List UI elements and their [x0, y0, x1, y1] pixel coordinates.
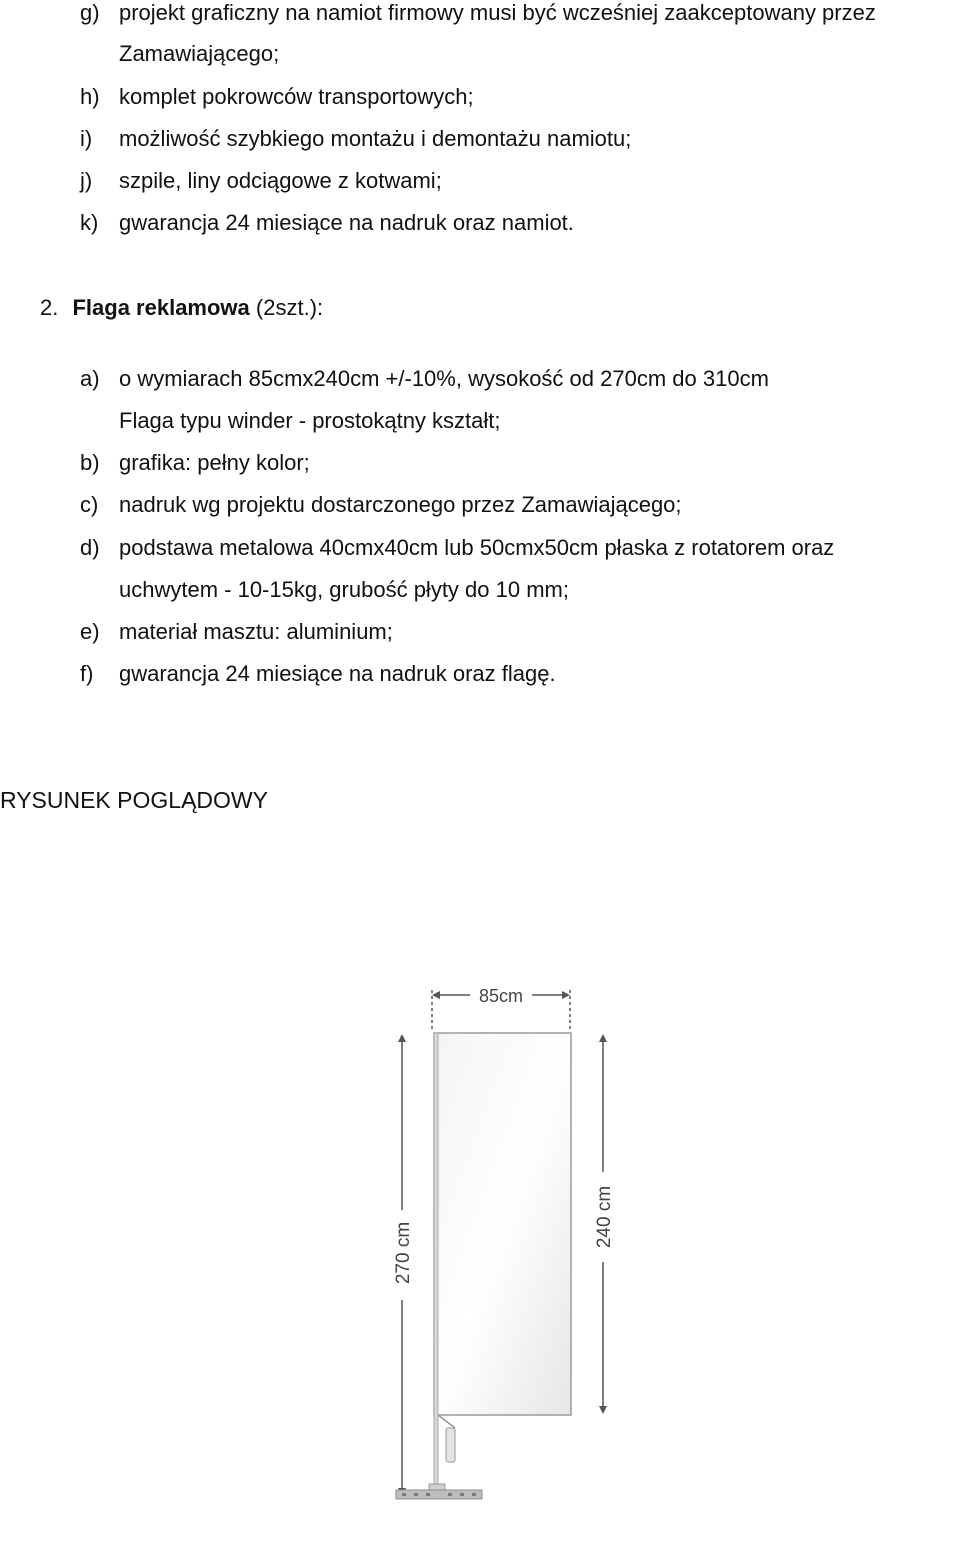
- list-marker: k): [80, 210, 99, 235]
- list-marker: j): [80, 168, 93, 193]
- list-marker: g): [80, 0, 100, 25]
- list-marker: e): [80, 619, 100, 644]
- flag-base: [396, 1490, 482, 1499]
- list-text: możliwość szybkiego montażu i demontażu namiotu;: [119, 126, 632, 151]
- total-height-arrow-top: [398, 1034, 406, 1042]
- list-marker: i): [80, 126, 93, 151]
- width-arrow-right: [562, 991, 570, 999]
- list-text: komplet pokrowców transportowych;: [119, 84, 474, 109]
- list-text: grafika: pełny kolor;: [119, 450, 310, 475]
- flag-height-label: 240 cm: [594, 1185, 615, 1249]
- list-text: materiał masztu: aluminium;: [119, 619, 393, 644]
- figure-caption: RYSUNEK POGLĄDOWY: [0, 787, 268, 813]
- list-marker: h): [80, 84, 100, 109]
- flag-panel: [434, 1033, 571, 1415]
- section-number: 2.: [40, 295, 59, 320]
- flag-height-arrow-top: [599, 1034, 607, 1042]
- list-marker: a): [80, 366, 100, 391]
- flag-base-mount: [429, 1484, 445, 1490]
- section-title: Flaga reklamowa: [72, 295, 250, 320]
- list-text: gwarancja 24 miesiące na nadruk oraz flagę.: [119, 661, 556, 686]
- section-quantity: (2szt.):: [249, 295, 324, 320]
- list-marker: f): [80, 661, 94, 686]
- list-text: szpile, liny odciągowe z kotwami;: [119, 168, 442, 193]
- width-label: 85cm: [478, 986, 524, 1006]
- flag-strap: [438, 1415, 455, 1428]
- list-text: gwarancja 24 miesiące na nadruk oraz namiot.: [119, 210, 574, 235]
- list-marker: b): [80, 450, 100, 475]
- list-text: podstawa metalowa 40cmx40cm lub 50cmx50cm płaska z rotatorem oraz: [119, 535, 835, 560]
- list-text: o wymiarach 85cmx240cm +/-10%, wysokość od 270cm do 310cm: [119, 366, 769, 391]
- list-text: projekt graficzny na namiot firmowy musi być wcześniej zaakceptowany przez: [119, 0, 876, 25]
- list-text: nadruk wg projektu dostarczonego przez Zamawiającego;: [119, 492, 682, 517]
- width-arrow-left: [432, 991, 440, 999]
- flag-pole: [434, 1033, 438, 1488]
- flag-strap-hook: [446, 1428, 455, 1462]
- list-text-continued: uchwytem - 10-15kg, grubość płyty do 10 mm;: [119, 577, 569, 602]
- flag-height-arrow-bottom: [599, 1406, 607, 1414]
- total-height-label: 270 cm: [393, 1221, 414, 1285]
- list-text-continued: Zamawiającego;: [119, 41, 280, 66]
- list-marker: c): [80, 492, 99, 517]
- list-marker: d): [80, 535, 100, 560]
- list-text-continued: Flaga typu winder - prostokątny kształt;: [119, 408, 501, 433]
